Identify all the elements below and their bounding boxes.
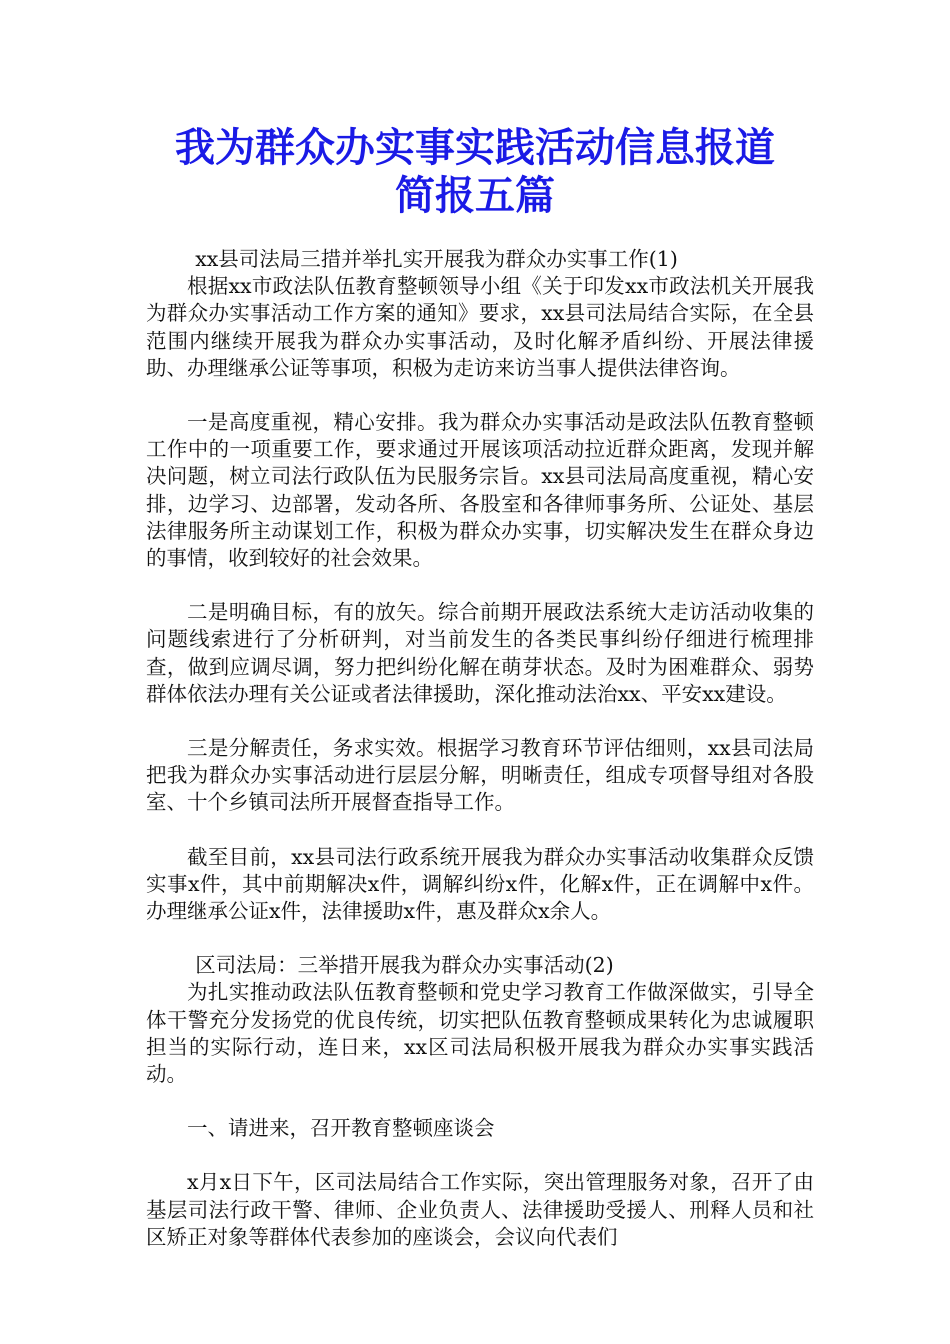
document-body: [146, 246, 814, 1251]
paragraph-summary-1: 截至目前，xx县司法行政系统开展我为群众办实事活动收集群众反馈实事x件，其中前期解决x件，调解纠纷x件，化解x件，正在调解中x件。办理继承公证x件，法律援助x件，惠及群众x余人。: [146, 844, 814, 924]
paragraph-intro-1: 根据xx市政法队伍教育整顿领导小组《关于印发xx市政法机关开展我为群众办实事活动工作方案的通知》要求，xx县司法局结合实际，在全县范围内继续开展我为群众办实事活动，及时化解矛盾纠纷、开展法律援助、办理继承公证等事项，积极为走访来访当事人提供法律咨询。: [146, 274, 814, 380]
paragraph-meeting: x月x日下午，区司法局结合工作实际，突出管理服务对象，召开了由基层司法行政干警、律师、企业负责人、法律援助受援人、刑释人员和社区矫正对象等群体代表参加的座谈会，会议向代表们: [146, 1170, 814, 1249]
paragraph-point-1: 一是高度重视，精心安排。我为群众办实事活动是政法队伍教育整顿工作中的一项重要工作，要求通过开展该项活动拉近群众距离，发现并解决问题，树立司法行政队伍为民服务宗旨。xx县司法局高度重视，精心安排，边学习、边部署，发动各所、各股室和各律师事务所、公证处、基层法律服务所主动谋划工作，积极为群众办实事，切实解决发生在群众身边的事情，收到较好的社会效果。: [146, 410, 814, 571]
paragraph-point-3: 三是分解责任，务求实效。根据学习教育环节评估细则，xx县司法局把我为群众办实事活动进行层层分解，明晰责任，组成专项督导组对各股室、十个乡镇司法所开展督查指导工作。: [146, 736, 814, 815]
paragraph-point-2: 二是明确目标，有的放矢。综合前期开展政法系统大走访活动收集的问题线索进行了分析研判，对当前发生的各类民事纠纷仔细进行梳理排查，做到应调尽调，努力把纠纷化解在萌芽状态。及时为困难群众、弱势群体依法办理有关公证或者法律援助，深化推动法治xx、平安xx建设。: [146, 600, 814, 706]
subheading-1: 一、请进来，召开教育整顿座谈会: [187, 1116, 495, 1141]
title-line-2: 简报五篇: [395, 173, 555, 219]
document-title: [120, 124, 830, 220]
title-line-1: 我为群众办实事实践活动信息报道: [175, 125, 775, 171]
section-heading-2: 区司法局：三举措开展我为群众办实事活动(2): [195, 953, 614, 978]
paragraph-intro-2: 为扎实推动政法队伍教育整顿和党史学习教育工作做深做实，引导全体干警充分发扬党的优良传统，切实把队伍教育整顿成果转化为忠诚履职担当的实际行动，连日来，xx区司法局积极开展我为群众办实事实践活动。: [146, 980, 814, 1087]
section-heading-1: xx县司法局三措并举扎实开展我为群众办实事工作(1): [195, 247, 678, 271]
